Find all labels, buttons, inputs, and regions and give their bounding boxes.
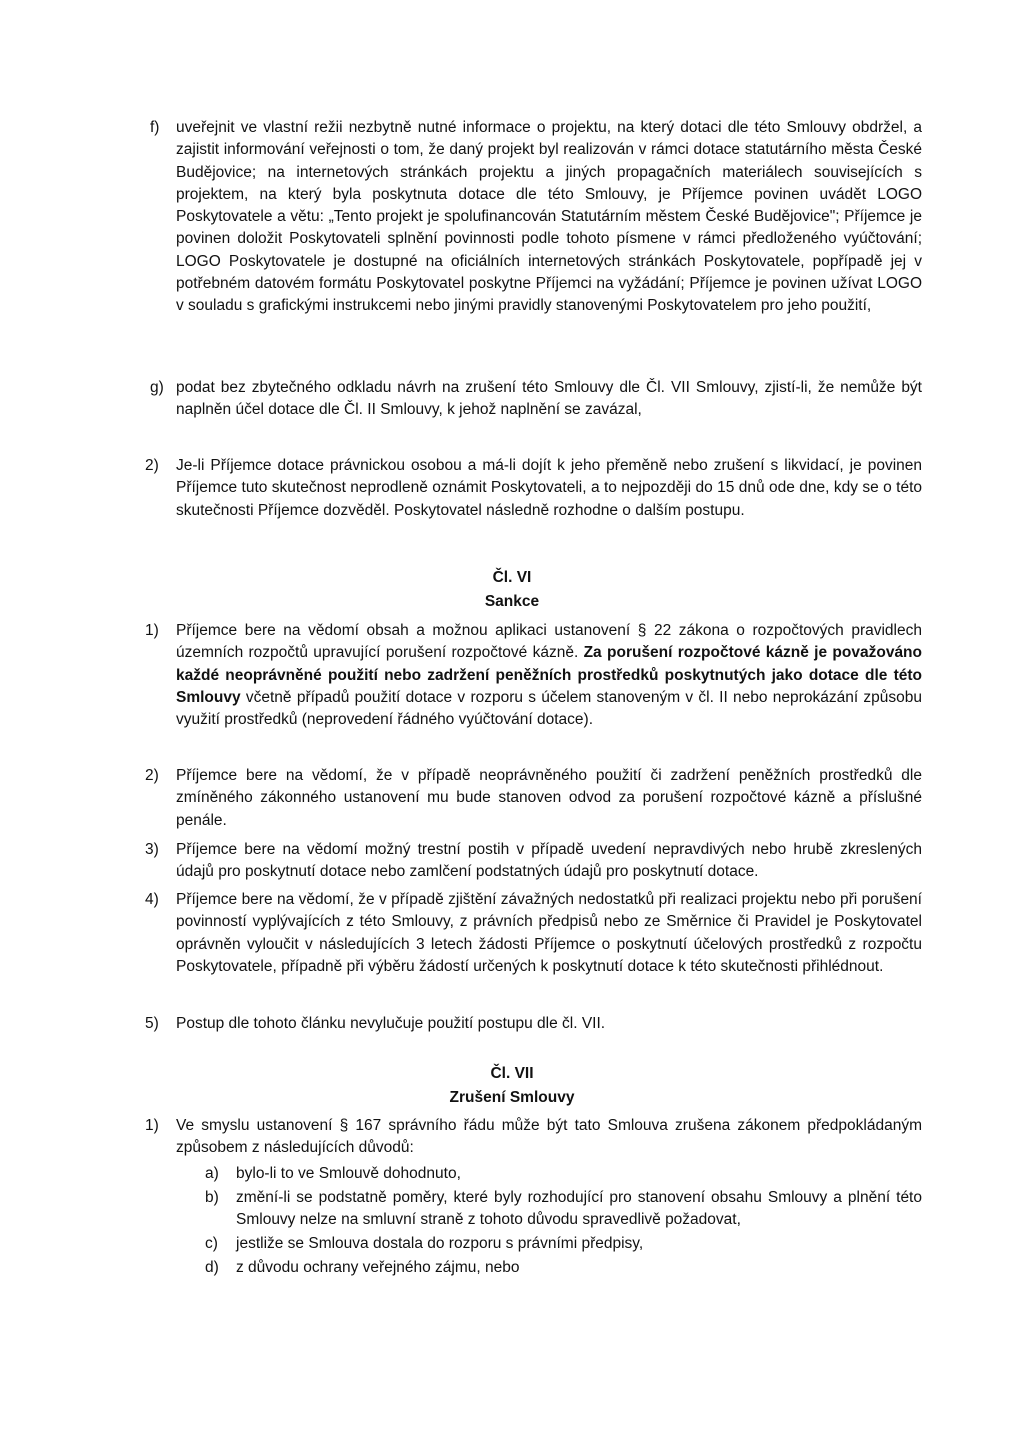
article-vi-number: Čl. VI: [492, 569, 532, 586]
item-label: 5): [145, 1015, 159, 1032]
item-label: 3): [145, 841, 159, 858]
item-label: g): [150, 379, 164, 396]
item-text-bold: Za porušení rozpočtové kázně je považováno každé neoprávněné použití nebo zadržení peněžních prostředků poskytnutých jako dotace dle této Smlouvy: [176, 644, 922, 706]
item-label: 4): [145, 891, 159, 908]
item-text: Je-li Příjemce dotace právnickou osobou a má-li dojít k jeho přeměně nebo zrušení s likvidací, je povinen Příjemce tuto skutečnost neprodleně oznámit Poskytovateli, a to nejpozději do 15 dnů ode dne, kdy se o této skutečnosti Příjemce dozvěděl. Poskytovatel následně rozhodne o dalším postupu.: [176, 457, 922, 519]
item-label: d): [205, 1259, 219, 1276]
item-text: [176, 620, 922, 731]
item-label: b): [205, 1189, 219, 1206]
item-text: změní-li se podstatně poměry, které byly rozhodující pro stanovení obsahu Smlouvy a plnění této Smlouvy nelze na smluvní straně z tohoto důvodu spravedlivě požadovat,: [236, 1189, 922, 1229]
item-text: z důvodu ochrany veřejného zájmu, nebo: [236, 1259, 520, 1276]
article-vi-title: Sankce: [484, 593, 540, 610]
item-label: 1): [145, 622, 159, 639]
item-label: 2): [145, 767, 159, 784]
item-label: f): [150, 119, 160, 136]
item-label: 1): [145, 1117, 159, 1134]
item-label: 2): [145, 457, 159, 474]
article-vii-title: Zrušení Smlouvy: [449, 1089, 575, 1106]
item-text: podat bez zbytečného odkladu návrh na zrušení této Smlouvy dle Čl. VII Smlouvy, zjistí-li, že nemůže být naplněn účel dotace dle Čl. II Smlouvy, k jehož naplnění se zavázal,: [176, 379, 922, 419]
item-text: Příjemce bere na vědomí možný trestní postih v případě uvedení nepravdivých nebo hrubě zkreslených údajů pro poskytnutí dotace nebo zamlčení podstatných údajů pro poskytnutí dotace.: [176, 841, 922, 881]
item-text: uveřejnit ve vlastní režii nezbytně nutné informace o projektu, na který dotaci dle této Smlouvy obdržel, a zajistit informování veřejnosti o tom, že daný projekt byl realizován v rámci dotace statutárního města České Budějovice; na internetových stránkách projektu a jiných propagačních materiálech souvisejících s projektem, na který byla poskytnuta dotace dle této Smlouvy, je Příjemce povinen uvádět LOGO Poskytovatele a větu: „Tento projekt je spolufinancován Statutárním městem České Budějovice"; Příjemce je povinen doložit Poskytovateli splnění povinnosti podle tohoto písmene v rámci předloženého vyúčtování; LOGO Poskytovatele je dostupné na oficiálních internetových stránkách Poskytovatele, popřípadě jej v potřebném datovém formátu Poskytovatel poskytne Příjemci na vyžádání; Příjemce je povinen užívat LOGO v souladu s grafickými instrukcemi nebo jinými pravidly stanovenými Poskytovatelem pro jeho použití,: [176, 119, 922, 315]
item-text: bylo-li to ve Smlouvě dohodnuto,: [236, 1165, 461, 1182]
item-text: jestliže se Smlouva dostala do rozporu s právními předpisy,: [236, 1235, 644, 1252]
item-text-start: Příjemce bere na vědomí obsah a možnou aplikaci ustanovení § 22 zákona o rozpočtových pravidlech územních rozpočtů upravující porušení rozpočtové kázně.: [176, 622, 922, 662]
item-text: Příjemce bere na vědomí, že v případě neoprávněného použití či zadržení peněžních prostředků dle zmíněného zákonného ustanovení mu bude stanoven odvod za porušení rozpočtové kázně a příslušné penále.: [176, 767, 922, 829]
item-text: Ve smyslu ustanovení § 167 správního řádu může být tato Smlouva zrušena zákonem předpokládaným způsobem z následujících důvodů:: [176, 1117, 922, 1157]
item-text: Postup dle tohoto článku nevylučuje použití postupu dle čl. VII.: [176, 1015, 606, 1032]
item-label: a): [205, 1165, 219, 1182]
article-vii-number: Čl. VII: [490, 1065, 534, 1082]
item-text: Příjemce bere na vědomí, že v případě zjištění závažných nedostatků při realizaci projektu nebo při porušení povinností vyplývajících z této Smlouvy, z právních předpisů nebo ze Směrnice či Pravidel je Poskytovatel oprávněn vyloučit v následujících 3 letech žádosti Příjemce o poskytnutí účelových prostředků z rozpočtu Poskytovatele, případně při výběru žádostí určených k poskytnutí dotace k této skutečnosti přihlédnout.: [176, 891, 922, 975]
item-text-end: včetně případů použití dotace v rozporu s účelem stanoveným v čl. II nebo neprokázání způsobu využití prostředků (neprovedení řádného vyúčtování dotace).: [176, 688, 922, 729]
item-label: c): [205, 1235, 218, 1252]
